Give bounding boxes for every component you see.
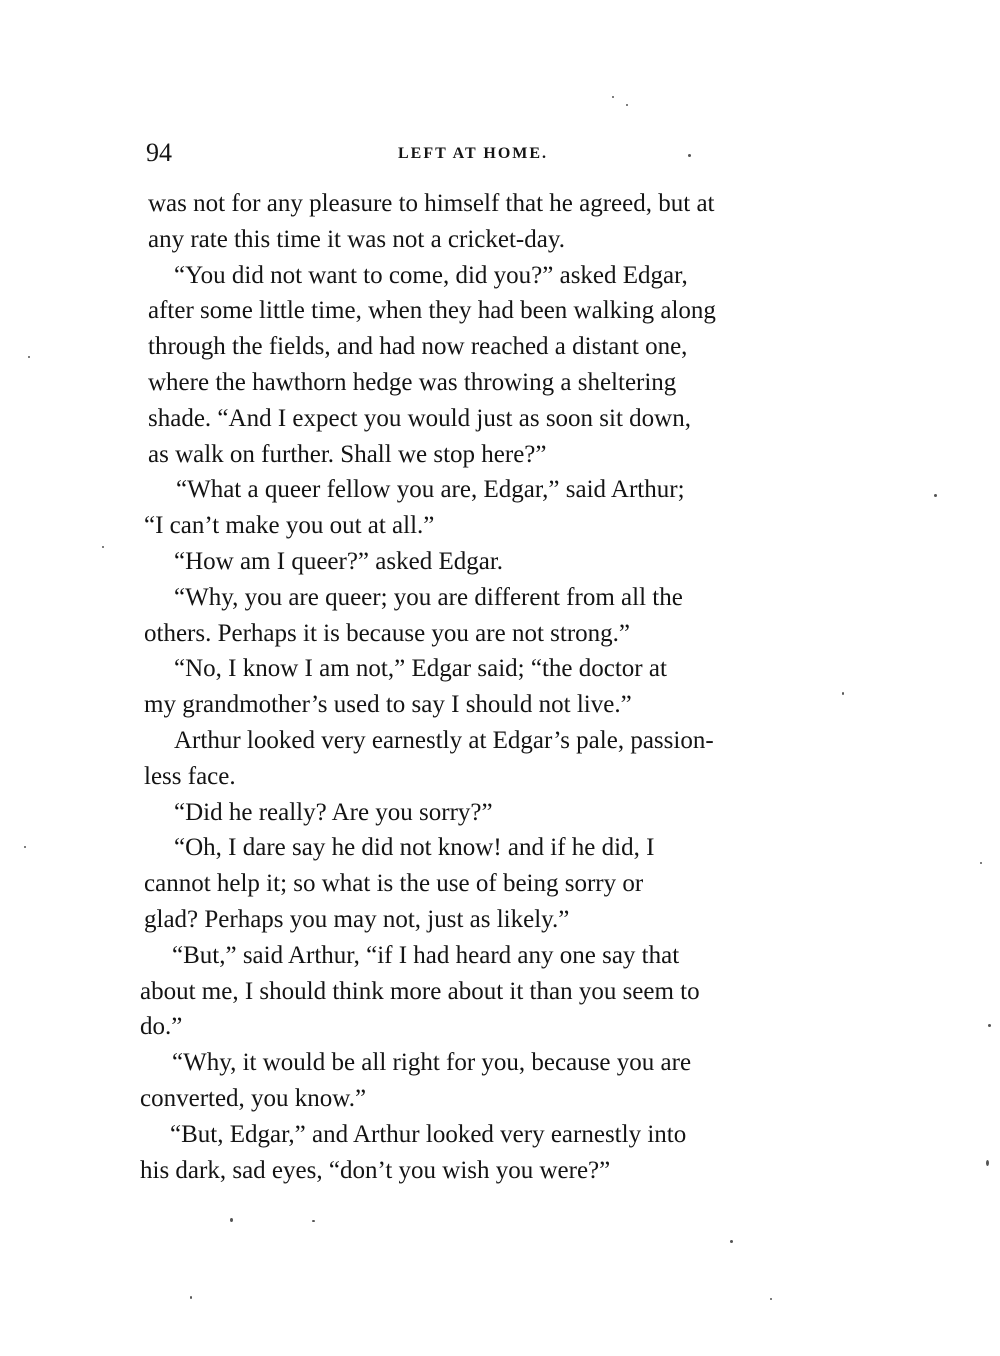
text-line: cannot help it; so what is the use of being sorry or <box>144 870 644 898</box>
text-line: “Why, you are queer; you are different from all the <box>174 583 683 611</box>
scan-speck <box>730 1240 733 1243</box>
running-head: LEFT AT HOME. <box>398 145 549 162</box>
scan-speck <box>988 1024 991 1027</box>
scan-speck <box>770 1298 772 1300</box>
text-line: “Oh, I dare say he did not know! and if he did, I <box>174 834 655 862</box>
text-line: any rate this time it was not a cricket-day. <box>148 225 565 253</box>
text-line: “What a queer fellow you are, Edgar,” said Arthur; <box>176 476 685 504</box>
scan-speck <box>102 546 104 548</box>
text-line: “Did he really? Are you sorry?” <box>174 798 493 826</box>
text-line: “But,” said Arthur, “if I had heard any one say that <box>172 941 680 969</box>
text-line: converted, you know.” <box>140 1084 367 1112</box>
scan-speck <box>934 494 937 497</box>
text-line: “Why, it would be all right for you, because you are <box>172 1049 692 1077</box>
scan-speck <box>612 96 614 98</box>
scan-speck <box>626 104 628 106</box>
scan-speck <box>230 1218 233 1222</box>
text-line: as walk on further. Shall we stop here?” <box>148 440 547 468</box>
scan-speck <box>986 1160 989 1166</box>
text-line: do.” <box>140 1013 183 1041</box>
text-line: less face. <box>144 762 236 790</box>
text-line: “But, Edgar,” and Arthur looked very earnestly into <box>170 1120 687 1148</box>
scan-speck <box>28 356 30 358</box>
scan-speck <box>688 154 691 157</box>
scan-speck <box>312 1220 315 1222</box>
scan-speck <box>980 862 982 864</box>
text-line: “I can’t make you out at all.” <box>144 512 435 540</box>
text-line: his dark, sad eyes, “don’t you wish you were?” <box>140 1156 611 1184</box>
text-line: was not for any pleasure to himself that he agreed, but at <box>148 190 715 217</box>
text-line: through the fields, and had now reached a distant one, <box>148 333 688 361</box>
text-line: “You did not want to come, did you?” asked Edgar, <box>174 261 688 289</box>
body-text <box>140 186 838 1188</box>
text-line: my grandmother’s used to say I should not live.” <box>144 691 632 719</box>
text-line: shade. “And I expect you would just as soon sit down, <box>148 404 691 432</box>
text-line: others. Perhaps it is because you are not strong.” <box>144 619 630 647</box>
text-line: “How am I queer?” asked Edgar. <box>174 547 504 575</box>
text-line: “No, I know I am not,” Edgar said; “the doctor at <box>174 655 667 683</box>
text-line: glad? Perhaps you may not, just as likely.” <box>144 905 570 933</box>
text-line: Arthur looked very earnestly at Edgar’s pale, passion- <box>174 726 714 754</box>
scan-speck <box>842 692 844 695</box>
page-number: 94 <box>146 138 172 167</box>
scan-speck <box>24 846 26 848</box>
text-line: about me, I should think more about it than you seem to <box>140 977 700 1005</box>
page-header <box>146 138 694 172</box>
text-line: where the hawthorn hedge was throwing a sheltering <box>148 368 677 396</box>
text-line: after some little time, when they had been walking along <box>148 297 716 325</box>
scan-speck <box>190 1296 192 1299</box>
